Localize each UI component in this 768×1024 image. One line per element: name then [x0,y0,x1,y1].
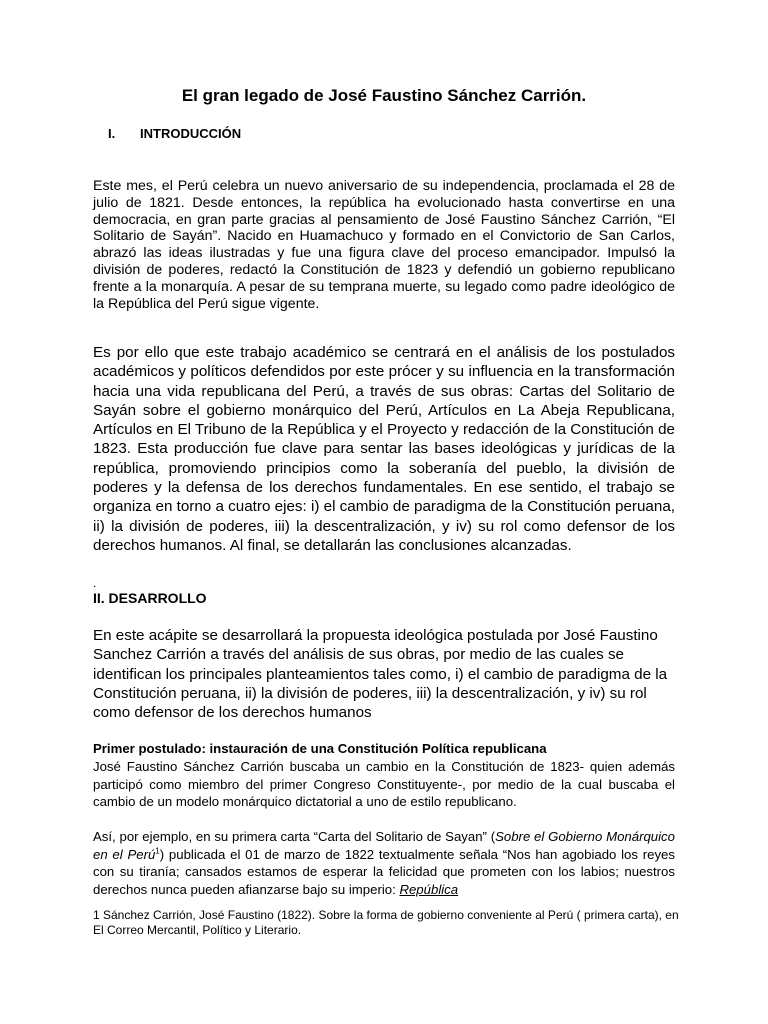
subheading-primer-postulado: Primer postulado: instauración de una Constitución Política republicana [93,741,547,756]
desarrollo-paragraph: En este acápite se desarrollará la propuesta ideológica postulada por José Faustino Sanchez Carrión a través del análisis de sus obras, por medio de las cuales se identifican los principales planteamientos tales como, i) el cambio de paradigma de la Constitución peruana, ii) la división de poderes, iii) la descentralización, y iv) su rol como defensor de los derechos humanos [93,627,668,722]
ejemplo-paragraph [93,828,675,898]
section-number: I. [108,126,116,141]
ejemplo-underlined-word: República [399,881,459,897]
section-heading-introduccion [108,126,241,141]
footnote: 1 Sánchez Carrión, José Faustino (1822). Sobre la forma de gobierno conveniente al Perú ( primera carta), en El Correo Mercantil, Político y Literario. [93,908,679,937]
intro-paragraph-1: Este mes, el Perú celebra un nuevo aniversario de su independencia, proclamada el 28 de julio de 1821. Desde entonces, la república ha evolucionado hasta convertirse en una democracia, en gran parte gracias al pensamiento de José Faustino Sánchez Carrión, “El Solitario de Sayán”. Nacido en Huamachuco y formado en el Convictorio de San Carlos, abrazó las ideas ilustradas y fue una figura clave del proceso emancipador. Impulsó la división de poderes, redactó la Constitución de 1823 y defendió un gobierno republicano frente a la monarquía. A pesar de su temprana muerte, su legado como padre ideológico de la República del Perú sigue vigente. [93,178,675,312]
ejemplo-text-a: Así, por ejemplo, en su primera carta “Carta del Solitario de Sayan” ( [93,829,496,844]
section-label: INTRODUCCIÓN [140,126,242,141]
postulado-paragraph: José Faustino Sánchez Carrión buscaba un cambio en la Constitución de 1823- quien además participó como miembro del primer Congreso Constituyente-, por medio de la cual buscaba el cambio de un modelo monárquico dictatorial a uno de estilo republicano. [93,759,675,809]
intro-paragraph-2: Es por ello que este trabajo académico se centrará en el análisis de los postulados académicos y políticos defendidos por este prócer y su influencia en la transformación hacia una vida republicana del Perú, a través de sus obras: Cartas del Solitario de Sayán sobre el gobierno monárquico del Perú, Artículos en La Abeja Republicana, Artículos en El Tribuno de la República y el Proyecto y redacción de la Constitución de 1823. Esta producción fue clave para sentar las bases ideológicas y jurídicas de la república, promoviendo principios como la soberanía del pueblo, la división de poderes y la defensa de los derechos fundamentales. En ese sentido, el trabajo se organiza en torno a cuatro ejes: i) el cambio de paradigma de la Constitución peruana, ii) la división de poderes, iii) la descentralización, y iv) su rol como defensor de los derechos humanos. Al final, se detallarán las conclusiones alcanzadas. [93,344,675,554]
footnote-ref: 1 [155,846,160,856]
ejemplo-text-b: ) publicada el 01 de marzo de 1822 textualmente señala “Nos han agobiado los reyes con su tiranía; cansados estamos de esperar la felicidad que prometen con los labios; nuestros derechos nunca pueden afianzarse bajo su imperio: [93,846,675,897]
stray-dot: . [93,576,97,590]
section-heading-desarrollo: II. DESARROLLO [93,590,207,606]
ejemplo-italic-title: Sobre el Gobierno Monárquico en el Perú [93,829,675,862]
page-title: El gran legado de José Faustino Sánchez Carrión. [181,86,587,105]
